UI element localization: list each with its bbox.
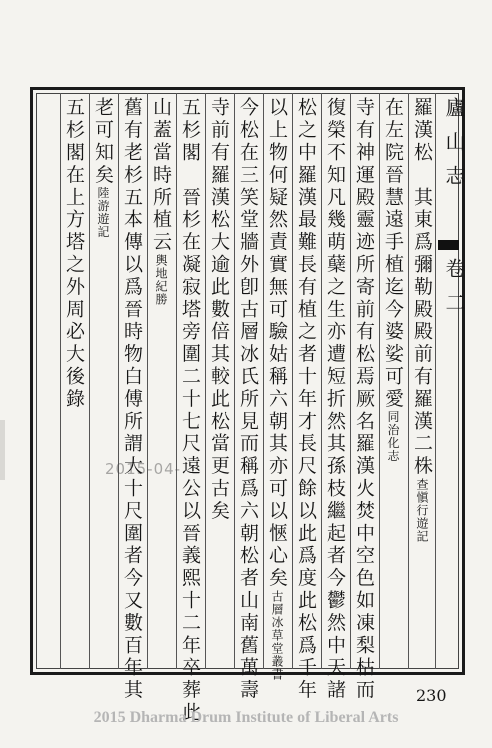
column-rule (263, 93, 264, 669)
text-column: 在左院晉慧遠手植迄今婆娑可愛同治化志 (382, 97, 404, 463)
text-column: 五杉閣在上方塔之外周必大後錄 (63, 97, 85, 411)
text-column: 松之中羅漢最難長有植之者十年才長尺餘以此爲度此松爲千年 (295, 97, 317, 702)
column-rule (147, 93, 148, 669)
book-title: 廬山志 (442, 97, 466, 199)
column-rule (321, 93, 322, 669)
page-number: 230 (416, 686, 447, 705)
text-column: 今松在三笑堂牆外卽古層冰氏所見而稱爲六朝松者山南舊萬壽 (237, 97, 259, 702)
footer-watermark: 2015 Dharma Drum Institute of Liberal Arts (93, 709, 399, 726)
text-column: 復榮不知凡幾萌蘖之生亦遭短折然其孫枝繼起者今鬱然中天諸 (324, 97, 346, 702)
column-rule (292, 93, 293, 669)
column-rule (205, 93, 206, 669)
column-rule (118, 93, 119, 669)
text-column: 寺前有羅漢松大逾此數倍其較此松當更古矣 (208, 97, 230, 523)
margin-mark (0, 420, 5, 480)
text-column: 山蓋當時所植云輿地紀勝 (150, 97, 172, 306)
column-rule (234, 93, 235, 669)
text-column: 寺有神運殿靈迹所寄前有松焉厥名羅漢火焚中空色如凍梨枯而 (353, 97, 375, 702)
volume-label: 卷二 (442, 258, 466, 326)
column-rule (89, 93, 90, 669)
column-rule (379, 93, 380, 669)
text-column: 五杉閣 晉杉在凝寂塔旁圍二十七尺遠公以晉義熙十二年卒葬此 (179, 97, 201, 725)
date-stamp: 2015-04- (105, 460, 182, 478)
text-column: 老可知矣陸游遊記 (92, 97, 114, 239)
text-column: 以上物何疑然責實無可驗姑稱六朝其亦可以愜心矣古層冰草堂叢書 (266, 97, 288, 681)
text-column: 羅漢松 其東爲彌勒殿殿前有羅漢二株查愼行遊記 (411, 97, 433, 543)
column-rule (60, 93, 61, 669)
header-band (438, 240, 459, 250)
column-rule (435, 93, 436, 669)
column-rule (176, 93, 177, 669)
text-column: 舊有老杉五本傳以爲晉時物白傅所謂大十尺圍者今又數百年其 (121, 97, 143, 702)
column-rule (408, 93, 409, 669)
column-rule (350, 93, 351, 669)
